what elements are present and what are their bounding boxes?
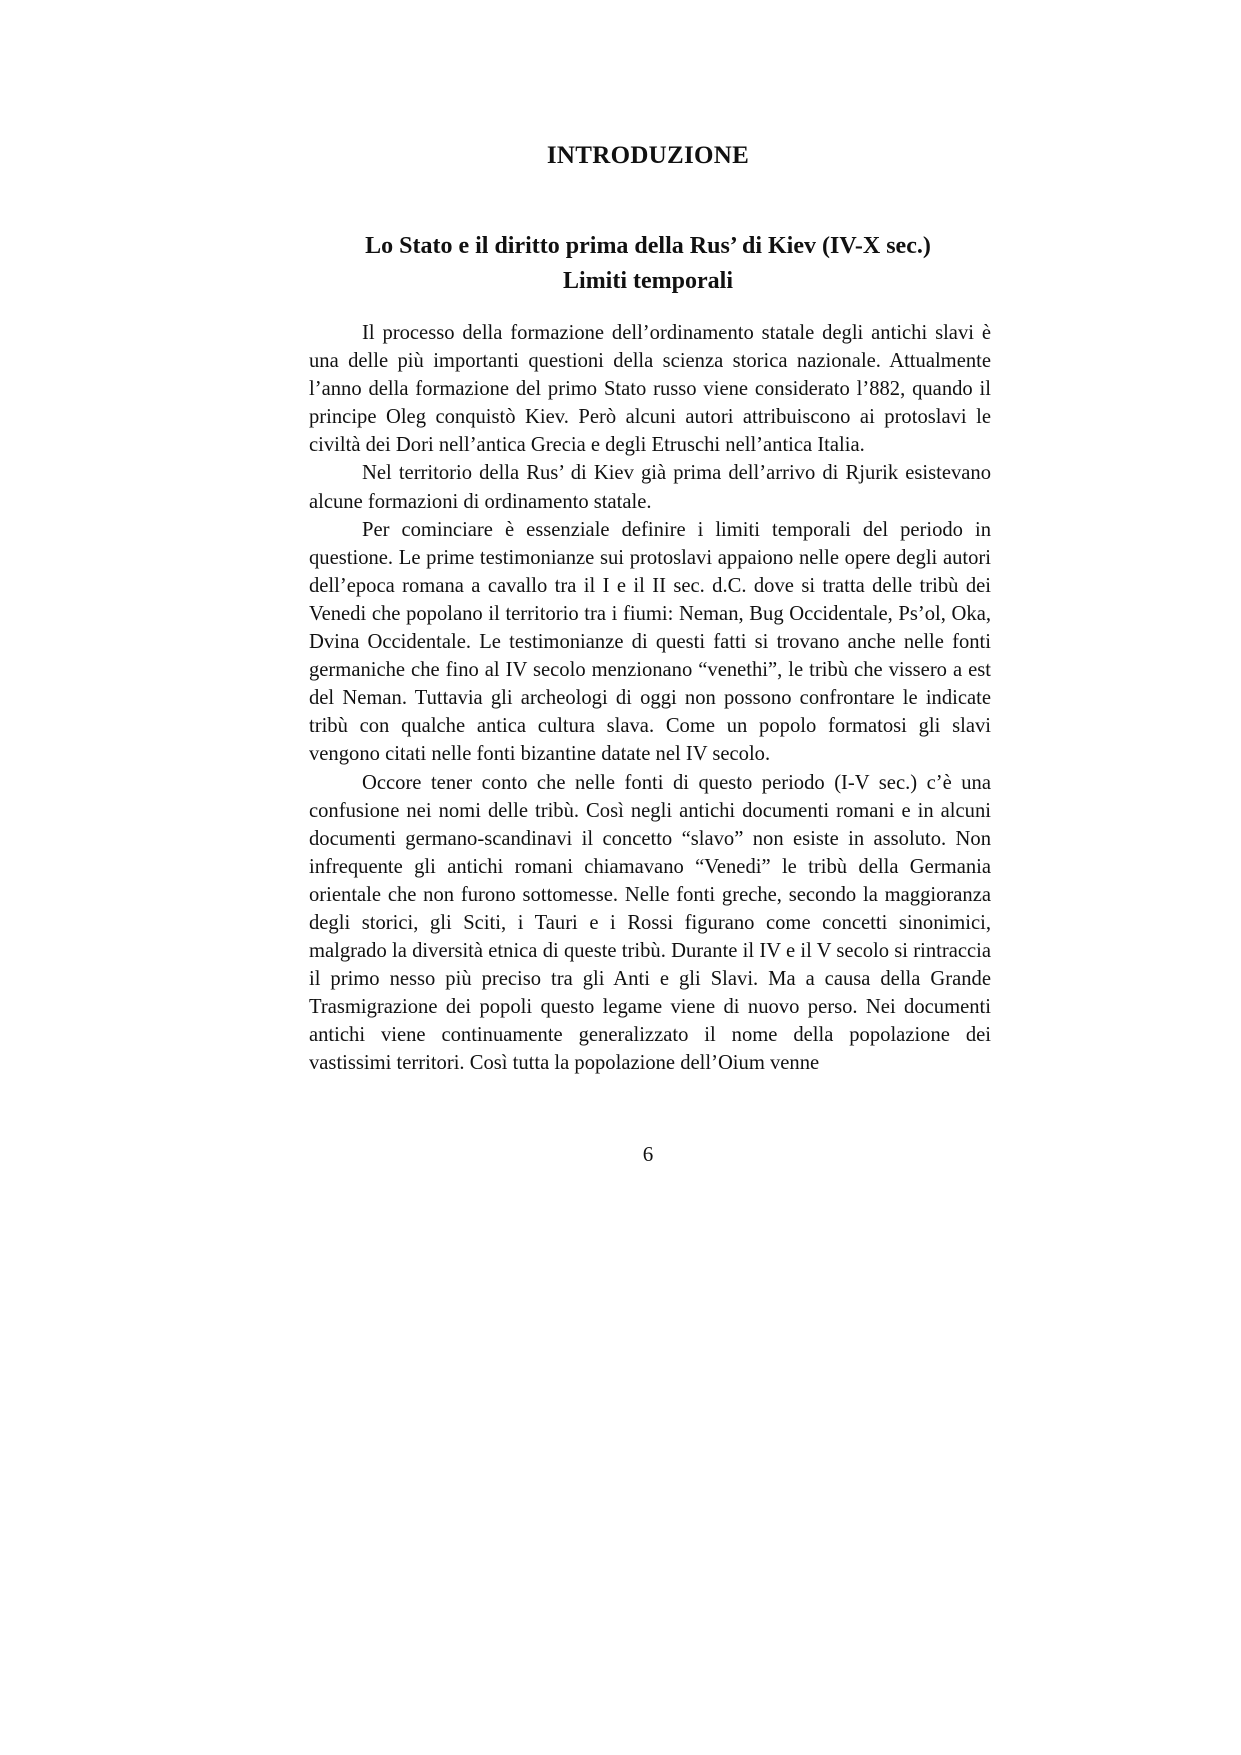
paragraph-2: Nel territorio della Rus’ di Kiev già prima dell’arrivo di Rjurik esistevano alcune formazioni di ordinamento statale. [309,462,991,513]
body-text [309,319,991,1078]
section-title-line1: Lo Stato e il diritto prima della Rus’ di Kiev (IV-X sec.) [365,233,931,259]
chapter-title: INTRODUZIONE [546,142,750,169]
section-title-line2: Limiti temporali [563,268,733,294]
page-number: 6 [642,1142,654,1166]
paragraph-4: Occore tener conto che nelle fonti di questo periodo (I-V sec.) c’è una confusione nei nomi delle tribù. Così negli antichi documenti romani e in alcuni documenti germano-scandinavi il concetto “slavo” non esiste in assoluto. Non infrequente gli antichi romani chiamavano “Venedi” le tribù della Germania orientale che non furono sottomesse. Nelle fonti greche, secondo la maggioranza degli storici, gli Sciti, i Tauri e i Rossi figurano come concetti sinonimici, malgrado la diversità etnica di queste tribù. Durante il IV e il V secolo si rintraccia il primo nesso più preciso tra gli Anti e gli Slavi. Ma a causa della Grande Trasmigrazione dei popoli questo legame viene di nuovo perso. Nei documenti antichi viene continuamente generalizzato il nome della popolazione dei vastissimi territori. Così tutta la popolazione dell’Oium venne [309,771,991,1075]
section-title [0,229,1241,299]
paragraph-3: Per cominciare è essenziale definire i limiti temporali del periodo in questione. Le prime testimonianze sui protoslavi appaiono nelle opere degli autori dell’epoca romana a cavallo tra il I e il II sec. d.C. dove si tratta delle tribù dei Venedi che popolano il territorio tra i fiumi: Neman, Bug Occidentale, Ps’ol, Oka, Dvina Occidentale. Le testimonianze di questi fatti si trovano anche nelle fonti germaniche che fino al IV secolo menzionano “venethi”, le tribù che vissero a est del Neman. Tuttavia gli archeologi di oggi non possono confrontare le indicate tribù con qualche antica cultura slava. Come un popolo formatosi gli slavi vengono citati nelle fonti bizantine datate nel IV secolo. [309,518,991,766]
paragraph-1: Il processo della formazione dell’ordinamento statale degli antichi slavi è una delle più importanti questioni della scienza storica nazionale. Attualmente l’anno della formazione del primo Stato russo viene considerato l’882, quando il principe Oleg conquistò Kiev. Però alcuni autori attribuiscono ai protoslavi le civiltà dei Dori nell’antica Grecia e degli Etruschi nell’antica Italia. [309,322,991,457]
